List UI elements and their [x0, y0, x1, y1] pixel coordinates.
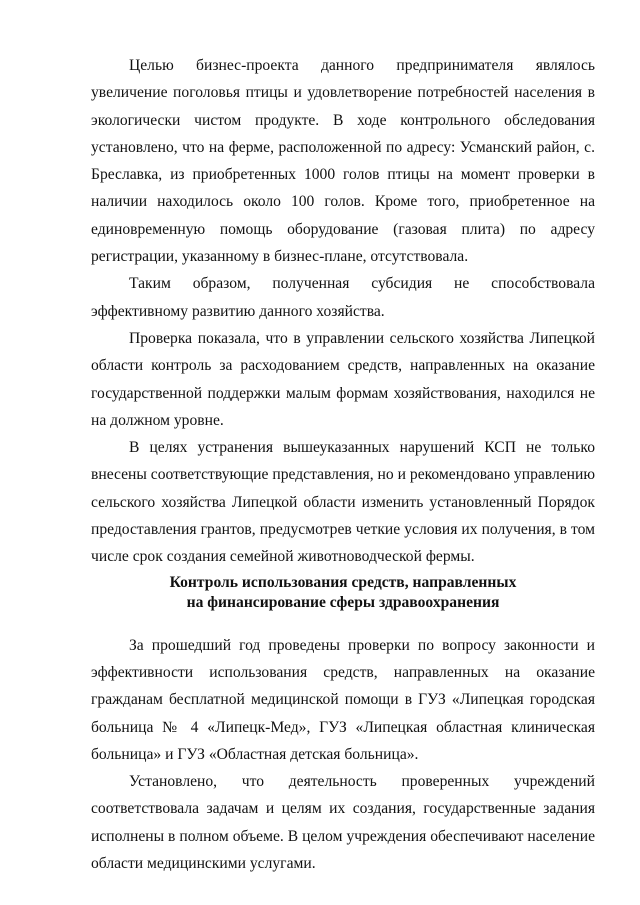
- section-heading-line-1: Контроль использования средств, направленных: [169, 573, 517, 591]
- paragraph-business-project: Целью бизнес-проекта данного предпринимателя являлось увеличение поголовья птицы и удовлетворение потребностей населения в экологически чистом продукте. В ходе контрольного обследования установлено, что на ферме, расположенной по адресу: Усманский район, с. Бреславка, из приобретенных 1000 голов птицы на момент проверки в наличии находилось около 100 голов. Кроме того, приобретенное на единовременную помощь оборудование (газовая плита) по адресу регистрации, указанному в бизнес-плане, отсутствовала.: [91, 57, 595, 266]
- paragraph-healthcare-inspections: За прошедший год проведены проверки по вопросу законности и эффективности использования средств, направленных на оказание гражданам бесплатной медицинской помощи в ГУЗ «Липецкая городская больница № 4 «Липецк-Мед», ГУЗ «Липецкая областная клиническая больница» и ГУЗ «Областная детская больница».: [91, 636, 595, 763]
- paragraph-recommendations: В целях устранения вышеуказанных нарушений КСП не только внесены соответствующие представления, но и рекомендовано управлению сельского хозяйства Липецкой области изменить установленный Порядок предоставления грантов, предусмотрев четкие условия их получения, в том числе срок создания семейной животноводческой фермы.: [91, 439, 595, 566]
- paragraph-subsidy-conclusion: Таким образом, полученная субсидия не способствовала эффективному развитию данного хозяйства.: [91, 275, 595, 320]
- paragraph-inspection-result: Проверка показала, что в управлении сельского хозяйства Липецкой области контроль за расходованием средств, направленных на оказание государственной поддержки малым формам хозяйствования, находился не на должном уровне.: [91, 329, 595, 429]
- section-heading: [91, 573, 595, 613]
- section-heading-line-2: на финансирование сферы здравоохранения: [186, 593, 500, 611]
- paragraph-healthcare-conclusion: Установлено, что деятельность проверенных учреждений соответствовала задачам и целям их создания, государственные задания исполнены в полном объеме. В целом учреждения обеспечивают население области медицинскими услугами.: [91, 773, 595, 873]
